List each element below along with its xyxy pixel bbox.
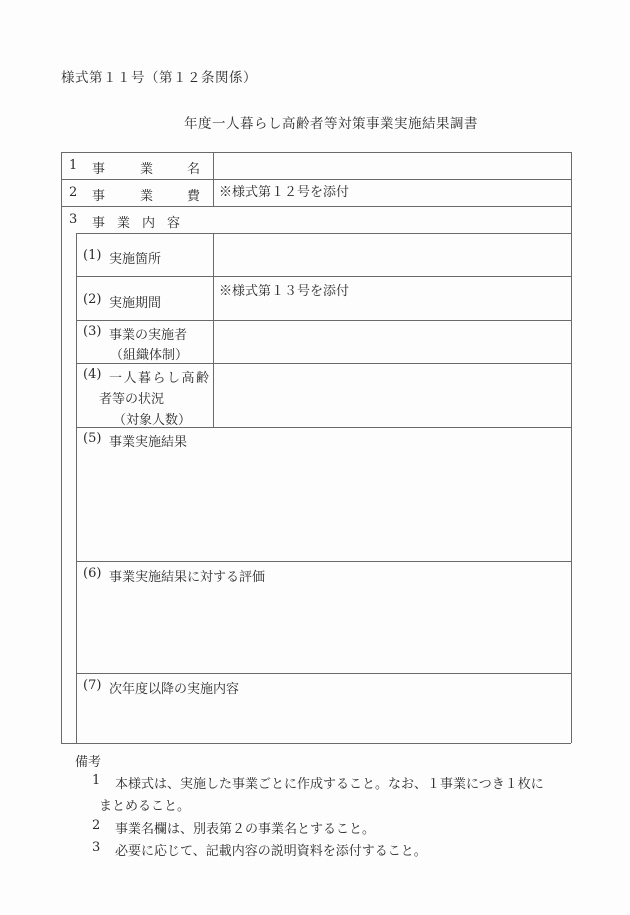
wide-row-label: 事業実施結果 bbox=[109, 435, 188, 450]
row-divider bbox=[61, 206, 571, 207]
row-divider bbox=[76, 276, 571, 277]
sub-row-number: (1) bbox=[83, 248, 102, 263]
form-number: 様式第１１号（第１２条関係） bbox=[61, 70, 257, 86]
note-text: 必要に応じて、記載内容の説明資料を添付すること。 bbox=[115, 844, 427, 859]
row-label-char: 費 bbox=[187, 189, 201, 204]
row-number: 3 bbox=[69, 212, 78, 227]
sub-row-label: 一人暮らし高齢 bbox=[109, 371, 211, 386]
table-border-bottom bbox=[61, 743, 571, 744]
wide-row-number: (5) bbox=[83, 431, 102, 446]
row-label-char: 業 bbox=[140, 189, 154, 204]
note-number: 1 bbox=[92, 773, 101, 788]
row-number: 2 bbox=[69, 185, 78, 200]
wide-row-number: (7) bbox=[83, 678, 102, 693]
table-border-right bbox=[571, 152, 572, 743]
note-text: まとめること。 bbox=[99, 799, 191, 814]
sub-row-label: （対象人数） bbox=[113, 413, 192, 428]
row-label-char: 業 bbox=[140, 162, 154, 177]
row-divider bbox=[76, 233, 571, 234]
note-number: 2 bbox=[92, 818, 101, 833]
row-label-char: 業 bbox=[117, 216, 131, 231]
column-divider bbox=[213, 152, 214, 206]
document-title: 年度一人暮らし高齢者等対策事業実施結果調書 bbox=[184, 116, 478, 132]
notes-title: 備考 bbox=[75, 755, 102, 770]
wide-row-label: 次年度以降の実施内容 bbox=[109, 682, 240, 697]
business-cost-value[interactable]: ※様式第１２号を添付 bbox=[219, 185, 350, 200]
sub-row-label: 事業の実施者 bbox=[109, 328, 188, 343]
row-label-char: 事 bbox=[92, 216, 106, 231]
sub-row-number: (2) bbox=[83, 292, 102, 307]
sub-row-label: 者等の状況 bbox=[99, 392, 165, 407]
table-border-top bbox=[61, 152, 571, 153]
row-divider bbox=[76, 561, 571, 562]
row-divider bbox=[76, 673, 571, 674]
row-label-char: 容 bbox=[167, 216, 181, 231]
row-label-char: 事 bbox=[92, 162, 106, 177]
row-divider bbox=[61, 179, 571, 180]
period-value[interactable]: ※様式第１３号を添付 bbox=[219, 284, 350, 299]
sub-row-label: 実施期間 bbox=[109, 296, 162, 311]
wide-row-label: 事業実施結果に対する評価 bbox=[109, 570, 266, 585]
row-label-char: 事 bbox=[92, 189, 106, 204]
row-divider bbox=[76, 363, 571, 364]
wide-row-number: (6) bbox=[83, 566, 102, 581]
inner-column-divider bbox=[213, 233, 214, 427]
row-label-char: 内 bbox=[142, 216, 156, 231]
note-number: 3 bbox=[92, 840, 101, 855]
sub-row-label: 実施箇所 bbox=[109, 252, 162, 267]
note-text: 本様式は、実施した事業ごとに作成すること。なお、１事業につき１枚に bbox=[115, 777, 544, 792]
sub-row-label: （組織体制） bbox=[110, 348, 189, 363]
row-label-char: 名 bbox=[187, 162, 201, 177]
row-divider bbox=[76, 320, 571, 321]
sub-row-number: (4) bbox=[83, 367, 102, 382]
inner-border-left bbox=[76, 233, 77, 743]
table-border-left bbox=[61, 152, 62, 743]
row-number: 1 bbox=[69, 158, 78, 173]
note-text: 事業名欄は、別表第２の事業名とすること。 bbox=[115, 822, 376, 837]
sub-row-number: (3) bbox=[83, 324, 102, 339]
